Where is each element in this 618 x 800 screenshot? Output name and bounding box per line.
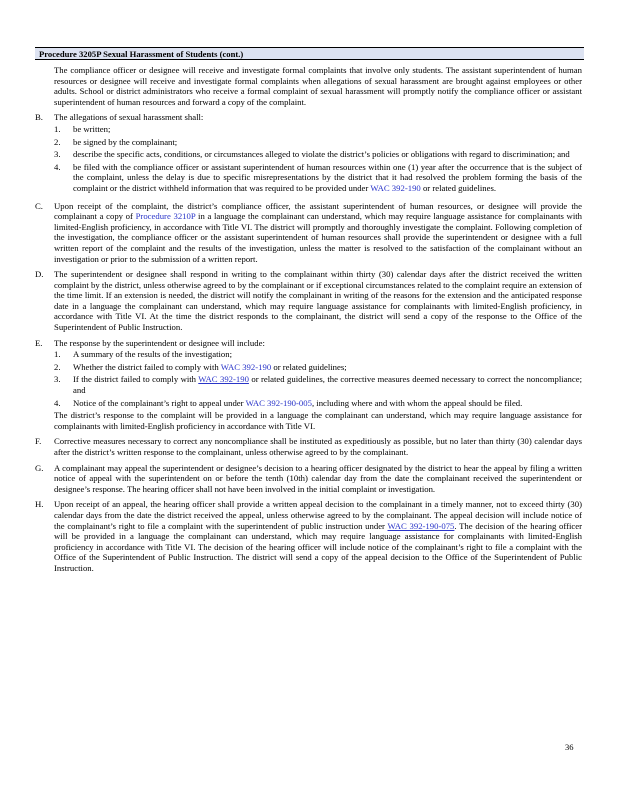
list-item: 4. Notice of the complainant’s right to appeal under WAC 392-190-005, including where and with whom the appeal should be filed.: [54, 397, 523, 408]
section-d: [35, 269, 582, 333]
section-g-label: G.: [35, 462, 44, 473]
wac-392-190-link[interactable]: WAC 392-190: [198, 374, 249, 385]
list-item: 2. be signed by the complainant;: [54, 136, 178, 147]
procedure-3210p-link[interactable]: Procedure 3210P: [135, 211, 196, 222]
document-body: [35, 65, 582, 579]
section-header: [35, 47, 584, 60]
list-item: 3. describe the specific acts, conditions, or circumstances alleged to violate the district’s policies or obligations with regard to discrimination; and: [54, 149, 570, 160]
section-c-label: C.: [35, 200, 43, 211]
section-e-after: The district’s response to the complaint will be provided in a language the complainant can understand, which may require language assistance for complainants with limited-English proficiency in accordance with Title VI.: [54, 410, 582, 431]
list-item: 1. be written;: [54, 123, 111, 134]
wac-392-190-link[interactable]: WAC 392-190: [220, 361, 272, 372]
section-f: [35, 436, 582, 457]
section-h-label: H.: [35, 499, 44, 510]
section-header-title: Procedure 3205P Sexual Harassment of Students (cont.): [39, 49, 244, 59]
list-item: 1. A summary of the results of the investigation;: [54, 349, 233, 360]
section-e-text: The response by the superintendent or designee will include:: [54, 337, 265, 348]
section-c: C. Upon receipt of the complaint, the district’s compliance officer, the assistant superintendent of human resources, or designee will provide the complainant a copy of Procedure 3210P in a language the complainant can understand, which may require language assistance for complainants with limited-English proficiency, in accordance with Title VI. The district will promptly and thoroughly investigate the complaint. Following completion of the investigation, the compliance officer or the assistant superintendent of human resources shall provide the superintendent or designee with a full written report of the complaint and the results of the investigation, unless the matter is resolved to the satisfaction of the complainant without an investigation or prior to the submission of a written report.: [35, 200, 583, 264]
section-e: [35, 338, 582, 432]
list-item: 2. Whether the district failed to comply with WAC 392-190 or related guidelines;: [54, 361, 347, 372]
section-h: H. Upon receipt of an appeal, the hearing officer shall provide a written appeal decision to the complainant in a timely manner, not to exceed thirty (30) calendar days from the date the district received the appeal, unless otherwise agreed to by the complainant. The appeal decision will include notice of the complainant’s right to file a complaint with the superintendent of public instruction under WAC 392-190-075. The decision of the hearing officer will be provided in a language the complainant can understand, which may require language assistance for complainants with limited-English proficiency in accordance with Title VI. The decision of the hearing officer will include notice of the complainant’s right to file a complaint with the Office of the Superintendent of Public Instruction. The district will send a copy of the appeal decision to the Office of the Superintendent of Public Instruction.: [35, 499, 582, 573]
wac-392-190-075-link[interactable]: WAC 392-190-075: [387, 520, 455, 531]
wac-392-190-005-link[interactable]: WAC 392-190-005: [245, 397, 312, 408]
section-g-text: A complainant may appeal the superintendent or designee’s decision to a hearing officer designated by the district to hear the appeal by filing a written notice of appeal with the superintendent on or before the tenth (10th) calendar day from the date the complainant received the superintendent or designee’s response. The hearing officer shall not have been involved in the initial complaint or investigation.: [54, 462, 582, 494]
section-d-text: The superintendent or designee shall respond in writing to the complainant within thirty (30) calendar days after the district received the written complaint by the district, unless otherwise agreed to by the complainant or if exceptional circumstances related to the complaint require an extension of the time limit. If an extension is needed, the district will notify the complainant in writing of the reasons for the extension and the anticipated response date in a language the complainant can understand, which may require language assistance for complainants with limited-English proficiency, in accordance with Title VI. At the time the district responds to the complainant, the district will send a copy of the response to the Office of the Superintendent of Public Instruction.: [54, 269, 582, 333]
section-b: [35, 112, 582, 195]
section-f-text: Corrective measures necessary to correct any noncompliance shall be instituted as expeditiously as possible, but no later than thirty (30) calendar days after the district’s written response to the complainant, unless otherwise agreed to by the complainant.: [54, 436, 582, 457]
section-b-text: The allegations of sexual harassment shall:: [54, 112, 204, 123]
section-e-label: E.: [35, 337, 43, 348]
page-number: 36: [565, 742, 574, 752]
section-d-label: D.: [35, 269, 44, 280]
section-g: [35, 463, 582, 495]
list-item: 3. If the district failed to comply with WAC 392-190 or related guidelines, the corrective measures deemed necessary to correct the noncompliance; and: [54, 374, 582, 396]
section-b-label: B.: [35, 112, 43, 123]
intro-paragraph: The compliance officer or designee will receive and investigate formal complaints that involve only students. The assistant superintendent of human resources or designee will receive and investigate formal complaints when allegations of sexual harassment are brought against employees or other adults. School or district administrators who receive a formal complaint of sexual harassment will promptly notify the compliance officer or assistant superintendent of human resources and forward a copy of the complaint.: [54, 65, 582, 107]
wac-392-190-link[interactable]: WAC 392-190: [370, 182, 421, 193]
section-f-label: F.: [35, 436, 42, 447]
list-item: 4. be filed with the compliance officer or assistant superintendent of human resources within one (1) year after the occurrence that is the subject of the complaint, unless the delay is due to specific misrepresentations by the district that it had resolved the problem forming the basis of the complaint or the district withheld information that was required to be provided under WAC 392-190 or related guidelines.: [54, 161, 582, 193]
